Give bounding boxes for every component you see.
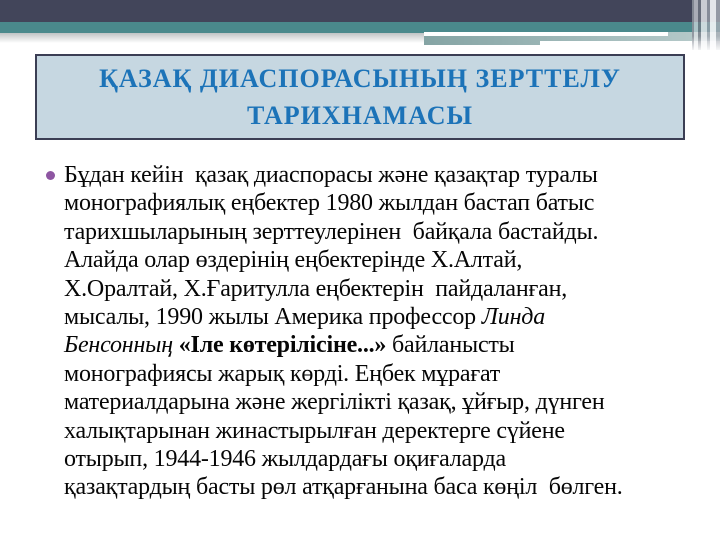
- text-segment: Бенсонның: [64, 332, 179, 359]
- bullet-icon: [46, 171, 55, 180]
- text-segment: отырып, 1944-1946 жылдардағы оқиғаларда: [64, 446, 506, 473]
- text-line: [64, 275, 706, 303]
- text-segment: қазақтардың басты рөл атқарғанына баса көңіл бөлген.: [64, 474, 623, 501]
- text-line: [64, 161, 706, 189]
- text-line: [64, 246, 706, 274]
- title-box: [35, 54, 685, 140]
- text-segment: «Іле көтерілісіне...»: [178, 332, 387, 359]
- text-line: [64, 218, 706, 246]
- text-line: [64, 331, 706, 359]
- text-line: [64, 417, 706, 445]
- text-segment: монографиясы жарық көрді. Еңбек мұрағат: [64, 360, 501, 387]
- text-line: [64, 189, 706, 217]
- slide-title: ҚАЗАҚ ДИАСПОРАСЫНЫҢ ЗЕРТТЕЛУ ТАРИХНАМАСЫ: [99, 64, 621, 130]
- text-segment: мысалы, 1990 жылы Америка профессор: [64, 304, 482, 331]
- text-line: [64, 303, 706, 331]
- body-text-block: [46, 161, 706, 502]
- text-segment: Линда: [481, 304, 546, 331]
- corner-pinstripes-fade: [692, 36, 720, 52]
- text-line: [64, 445, 706, 473]
- text-segment: Алайда олар өздерінің еңбектерінде Х.Алтай,: [64, 247, 523, 274]
- text-segment: халықтарынан жинастырылған деректерге сүйене: [64, 417, 565, 444]
- paragraph: [64, 161, 706, 502]
- text-segment: материалдарына және жергілікті қазақ, ұйғыр, дүнген: [64, 389, 605, 416]
- text-line: [64, 388, 706, 416]
- text-line: [64, 473, 706, 501]
- text-segment: байланысты: [386, 332, 515, 359]
- text-segment: Х.Оралтай, Х.Ғаритулла еңбектерін пайдаланған,: [64, 275, 568, 302]
- header-white-strip-upper: [424, 32, 668, 36]
- text-line: [64, 360, 706, 388]
- text-segment: Бұдан кейін қазақ диаспорасы және қазақтар туралы: [64, 162, 598, 188]
- text-segment: монографиялық еңбектер 1980 жылдан бастап батыс: [64, 190, 595, 217]
- text-segment: тарихшыларының зерттеулерінен байқала бастайды.: [64, 218, 599, 245]
- header-navy-bar: [0, 0, 720, 22]
